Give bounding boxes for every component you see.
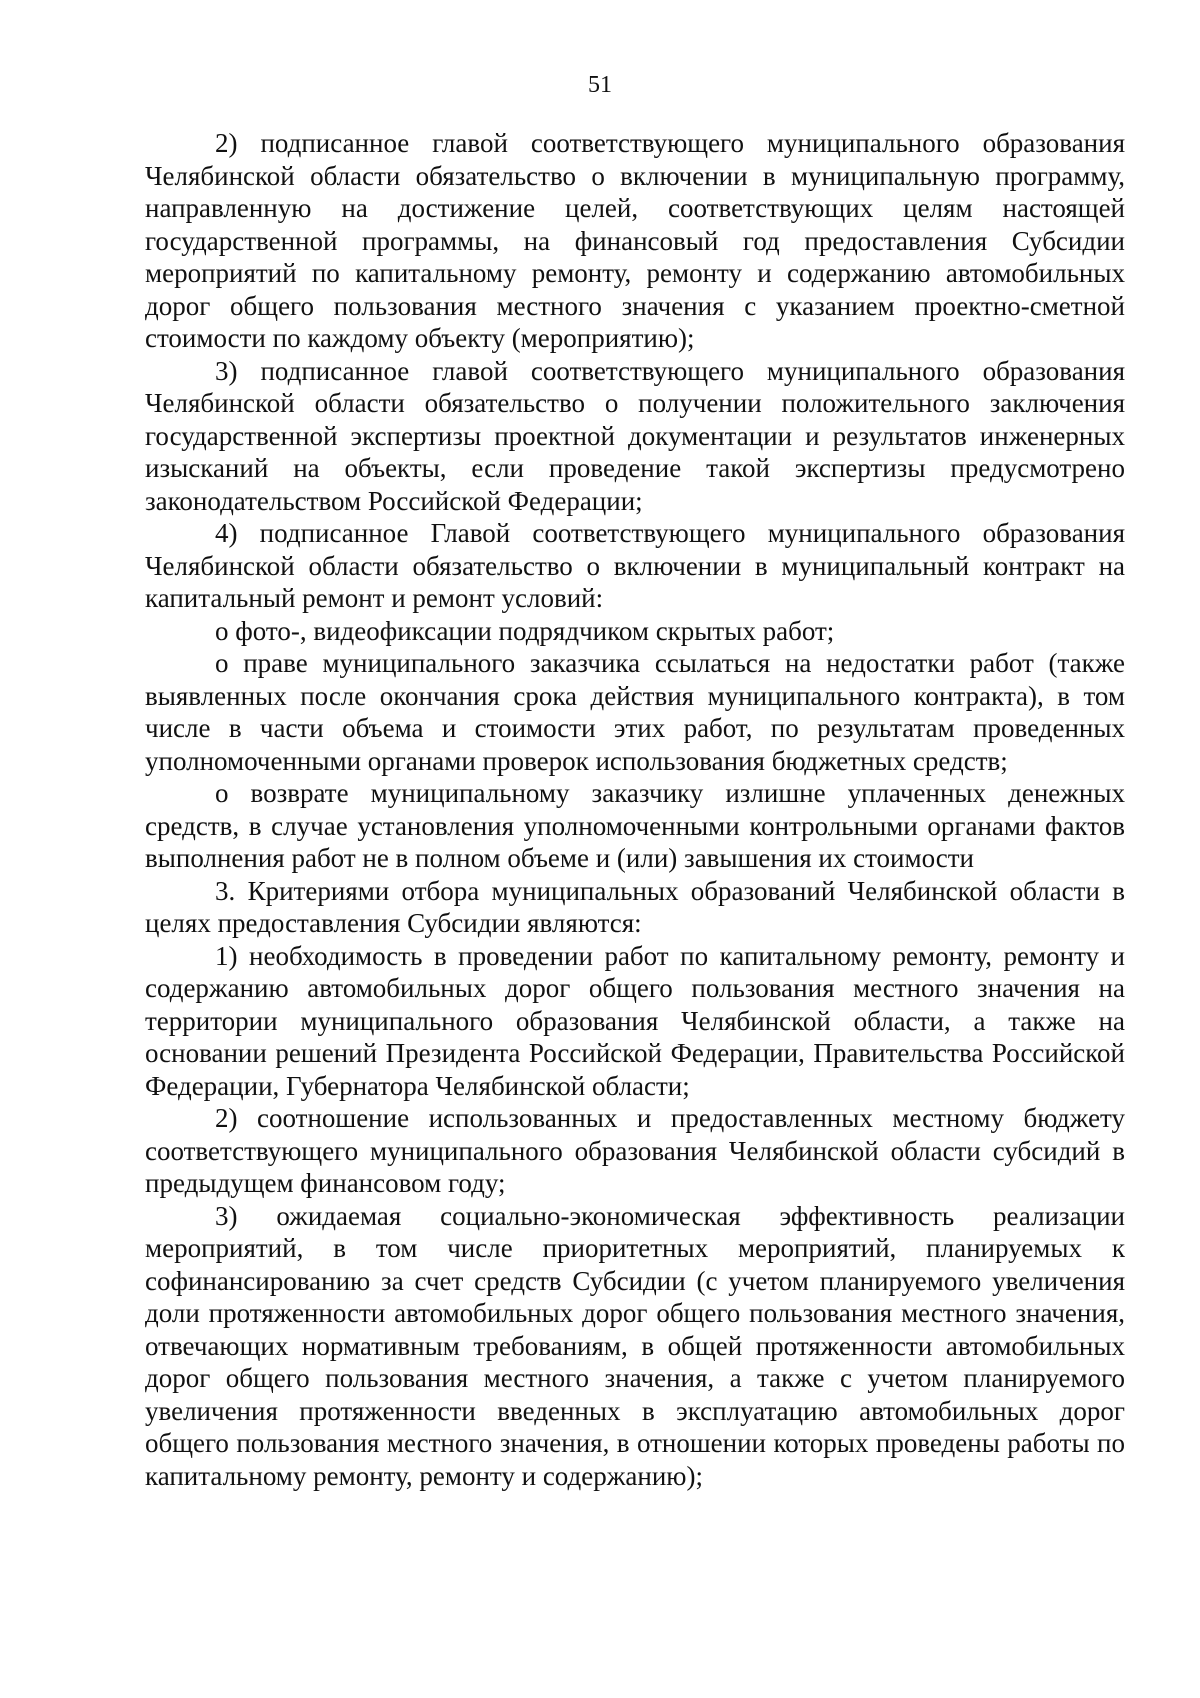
document-body <box>145 127 1125 1492</box>
paragraph-item-4-obligation-contract: 4) подписанное Главой соответствующего муниципального образования Челябинской области обязательство о включении в муниципальный контракт на капитальный ремонт и ремонт условий: <box>145 518 1125 613</box>
paragraph-criterion-2-ratio: 2) соотношение использованных и предоставленных местному бюджету соответствующего муниципального образования Челябинской области субсидий в предыдущем финансовом году; <box>145 1103 1125 1198</box>
page-number: 51 <box>588 72 612 98</box>
paragraph-criterion-1-necessity: 1) необходимость в проведении работ по капитальному ремонту, ремонту и содержанию автомобильных дорог общего пользования местного значения на территории муниципального образования Челябинской области, а также на основании решений Президента Российской Федерации, Правительства Российской Федерации, Губернатора Челябинской области; <box>145 940 1125 1101</box>
paragraph-condition-photo-video: о фото-, видеофиксации подрядчиком скрытых работ; <box>215 615 835 646</box>
paragraph-item-3-obligation-expertise: 3) подписанное главой соответствующего муниципального образования Челябинской области обязательство о получении положительного заключения государственной экспертизы проектной документации и результатов инженерных изысканий на объекты, если проведение такой экспертизы предусмотрено законодательством Российской Федерации; <box>145 355 1125 516</box>
paragraph-item-2-obligation-program: 2) подписанное главой соответствующего муниципального образования Челябинской области обязательство о включении в муниципальную программу, направленную на достижение целей, соответствующих целям настоящей государственной программы, на финансовый год предоставления Субсидии мероприятий по капитальному ремонту, ремонту и содержанию автомобильных дорог общего пользования местного значения с указанием проектно-сметной стоимости по каждому объекту (мероприятию); <box>145 128 1125 353</box>
paragraph-section-3-criteria: 3. Критериями отбора муниципальных образований Челябинской области в целях предоставления Субсидии являются: <box>145 875 1125 938</box>
paragraph-condition-refund: о возврате муниципальному заказчику излишне уплаченных денежных средств, в случае установления уполномоченными контрольными органами фактов выполнения работ не в полном объеме и (или) завышения их стоимости <box>145 778 1125 873</box>
paragraph-criterion-3-efficiency: 3) ожидаемая социально-экономическая эффективность реализации мероприятий, в том числе приоритетных мероприятий, планируемых к софинансированию за счет средств Субсидии (с учетом планируемого увеличения доли протяженности автомобильных дорог общего пользования местного значения, отвечающих нормативным требованиям, в общей протяженности автомобильных дорог общего пользования местного значения, а также с учетом планируемого увеличения протяженности введенных в эксплуатацию автомобильных дорог общего пользования местного значения, в отношении которых проведены работы по капитальному ремонту, ремонту и содержанию); <box>145 1200 1125 1491</box>
paragraph-condition-customer-rights: о праве муниципального заказчика ссылаться на недостатки работ (также выявленных после окончания срока действия муниципального контракта), в том числе в части объема и стоимости этих работ, по результатам проведенных уполномоченными органами проверок использования бюджетных средств; <box>145 648 1125 776</box>
